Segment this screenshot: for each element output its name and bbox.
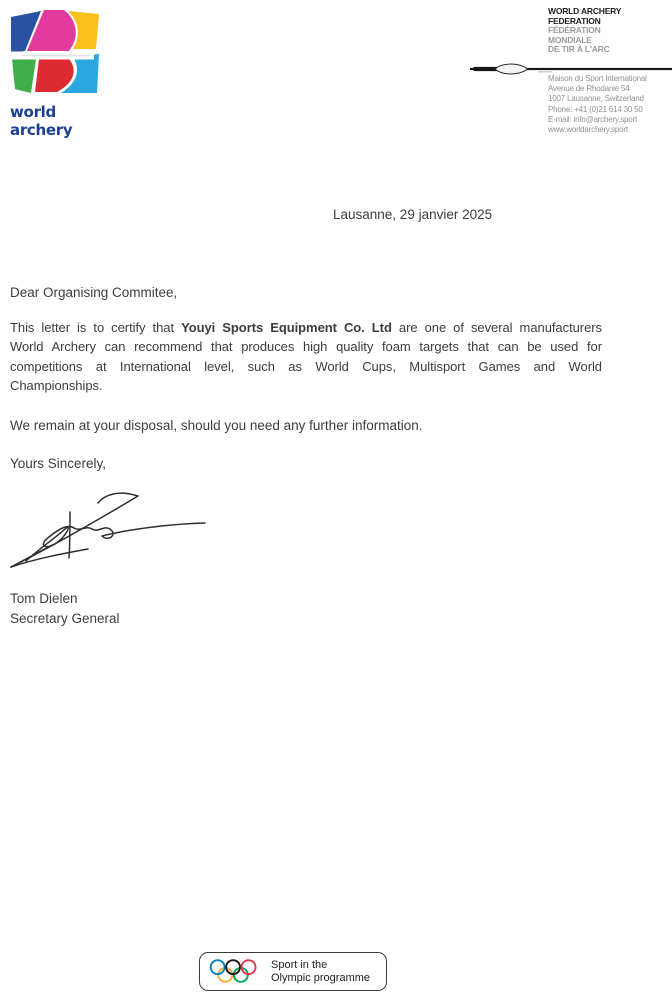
body-line-1-post: are one of several manufacturers <box>391 320 602 335</box>
org-name-en-line1: WORLD ARCHERY <box>548 6 622 16</box>
olympic-badge-text <box>271 959 370 984</box>
body-line-4: Championships. <box>10 377 103 393</box>
olympic-badge-line2: Olympic programme <box>271 971 371 984</box>
org-name-fr-line1: FÉDÉRATION <box>548 25 601 36</box>
body-line-1 <box>10 318 602 337</box>
org-name-fr-line3: DE TIR À L'ARC <box>548 44 610 55</box>
address-line-email: E-mail: info@archery.sport <box>548 114 638 124</box>
org-names <box>548 7 621 55</box>
body-paragraph <box>10 318 602 395</box>
address-line: 1007 Lausanne, Switzerland <box>548 94 644 104</box>
signature <box>8 484 220 576</box>
dateline: Lausanne, 29 janvier 2025 <box>333 207 493 222</box>
address-line: Avenue de Rhodanie 54 <box>548 84 630 94</box>
address-block <box>548 74 647 135</box>
signer-name: Tom Dielen <box>10 591 78 606</box>
signer-block <box>10 589 120 628</box>
valediction: Yours Sincerely, <box>10 456 107 471</box>
salutation: Dear Organising Commitee, <box>10 285 178 300</box>
org-name-en-line2: FEDERATION <box>548 15 601 26</box>
world-archery-logo-icon <box>10 10 100 95</box>
olympic-badge-line1: Sport in the <box>271 959 328 971</box>
body-line-3: competitions at International level, such as World Cups, Multisport Games and World <box>10 358 602 374</box>
address-line: Maison du Sport International <box>548 74 647 83</box>
signer-title: Secretary General <box>10 610 120 626</box>
closing-line: We remain at your disposal, should you need any further information. <box>10 418 423 433</box>
olympic-rings-icon <box>208 957 264 986</box>
world-archery-logo <box>10 10 120 139</box>
body-line-1-pre: This letter is to certify that <box>10 320 182 335</box>
world-archery-wordmark: world archery <box>10 103 73 139</box>
body-line-2: World Archery can recommend that produces high quality foam targets that can be used for <box>10 339 602 355</box>
address-line-website: www.worldarchery.sport <box>548 125 628 135</box>
olympic-programme-badge <box>199 952 387 991</box>
company-name: Youyi Sports Equipment Co. Ltd <box>181 320 392 335</box>
address-line: Phone: +41 (0)21 614 30 50 <box>548 104 643 114</box>
org-name-fr-line2: MONDIALE <box>548 34 592 45</box>
